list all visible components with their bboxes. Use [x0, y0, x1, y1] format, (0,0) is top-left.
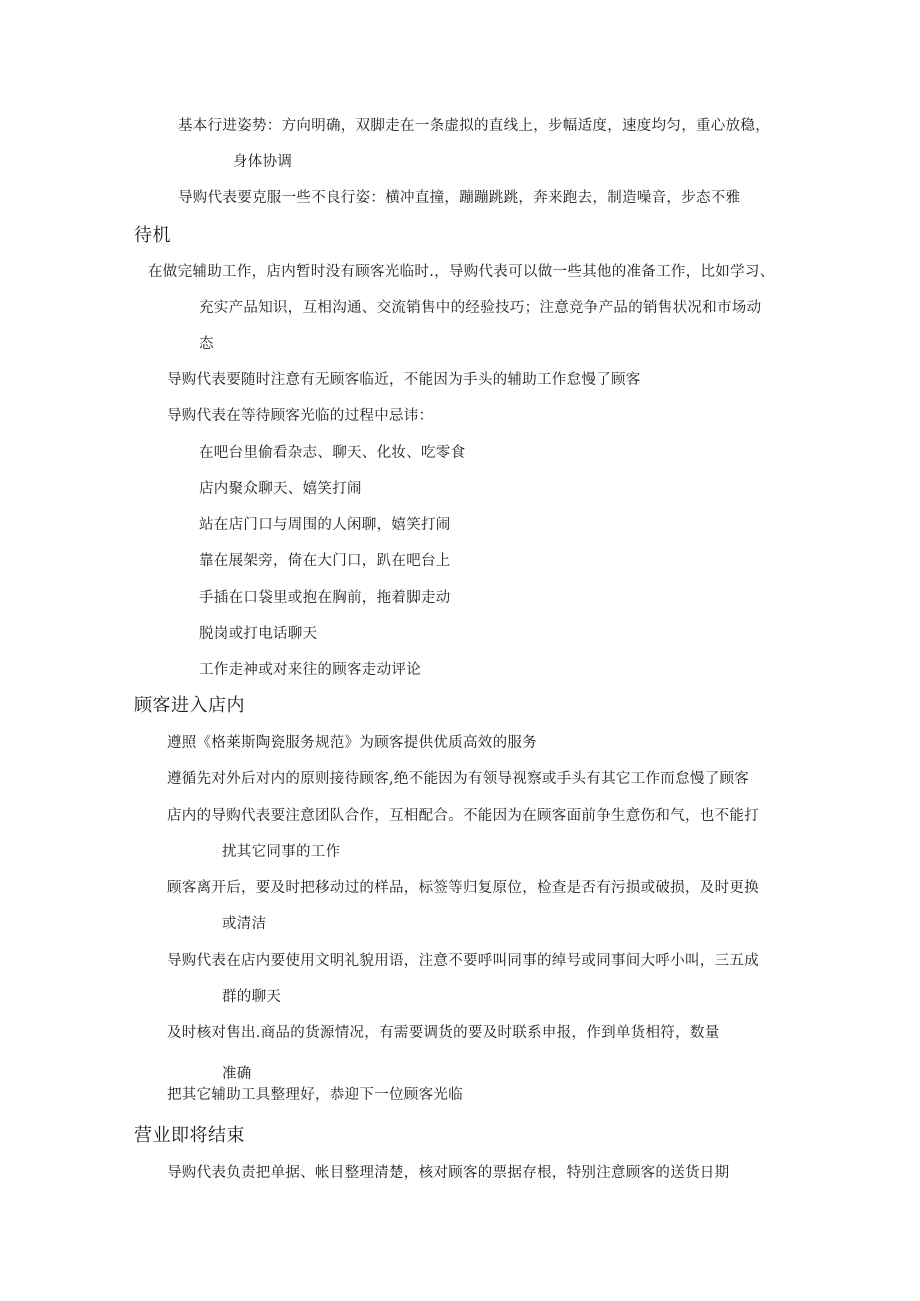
text-line: 扰其它同事的工作 [222, 844, 341, 860]
list-item: 靠在展架旁，倚在大门口，趴在吧台上 [199, 553, 451, 569]
text-line: 在做完辅助工作，店内暂时没有顾客光临时.，导购代表可以做一些其他的准备工作，比如学习、 [148, 264, 775, 280]
text-line: 导购代表在店内要使用文明礼貌用语，注意不要呼叫同事的绰号或同事间大呼小叫，三五成 [167, 953, 759, 969]
text-line: 及时核对售出.商品的货源情况，有需要调货的要及时联系申报，作到单货相符，数量 [167, 1025, 720, 1041]
section-heading: 顾客进入店内 [134, 695, 245, 716]
text-line: 导购代表在等待顾客光临的过程中忌讳： [167, 408, 434, 424]
text-line: 把其它辅助工具整理好，恭迎下一位顾客光临 [167, 1087, 463, 1103]
text-line: 导购代表负责把单据、帐目整理清楚，核对顾客的票据存根，特别注意顾客的送货日期 [167, 1165, 730, 1181]
list-item: 店内聚众聊天、嬉笑打闹 [199, 481, 362, 497]
section-heading: 营业即将结束 [134, 1125, 245, 1146]
list-item: 手插在口袋里或抱在胸前，拖着脚走动 [199, 590, 451, 606]
section-heading: 待机 [134, 225, 171, 246]
text-line: 遵循先对外后对内的原则接待顾客,绝不能因为有领导视察或手头有其它工作而怠慢了顾客 [167, 771, 750, 787]
text-line: 或清洁 [222, 916, 267, 932]
list-item: 在吧台里偷看杂志、聊天、化妆、吃零食 [199, 445, 466, 461]
list-item: 脱岗或打电话聊天 [199, 626, 318, 642]
text-line: 店内的导购代表要注意团队合作，互相配合。不能因为在顾客面前争生意伤和气，也不能打 [167, 808, 759, 824]
list-item: 站在店门口与周围的人闲聊，嬉笑打闹 [199, 517, 451, 533]
text-line: 顾客离开后，要及时把移动过的样品，标签等归复原位，检查是否有污损或破损，及时更换 [167, 880, 759, 896]
list-item: 工作走神或对来往的顾客走动评论 [199, 662, 421, 678]
text-line: 导购代表要随时注意有无顾客临近，不能因为手头的辅助工作怠慢了顾客 [167, 372, 641, 388]
text-line: 态 [199, 336, 214, 352]
text-line: 身体协调 [233, 154, 293, 170]
text-line: 基本行进姿势：方向明确，双脚走在一条虚拟的直线上，步幅适度，速度均匀，重心放稳， [178, 118, 770, 134]
text-line: 群的聊天 [222, 989, 282, 1005]
text-line: 准确 [222, 1066, 252, 1082]
text-line: 充实产品知识，互相沟通、交流销售中的经验技巧；注意竞争产品的销售状况和市场动 [199, 300, 762, 316]
text-line: 导购代表要克服一些不良行姿：横冲直撞，蹦蹦跳跳，奔来跑去，制造噪音，步态不雅 [178, 190, 741, 206]
text-line: 遵照《格莱斯陶瓷服务规范》为顾客提供优质高效的服务 [167, 735, 537, 751]
